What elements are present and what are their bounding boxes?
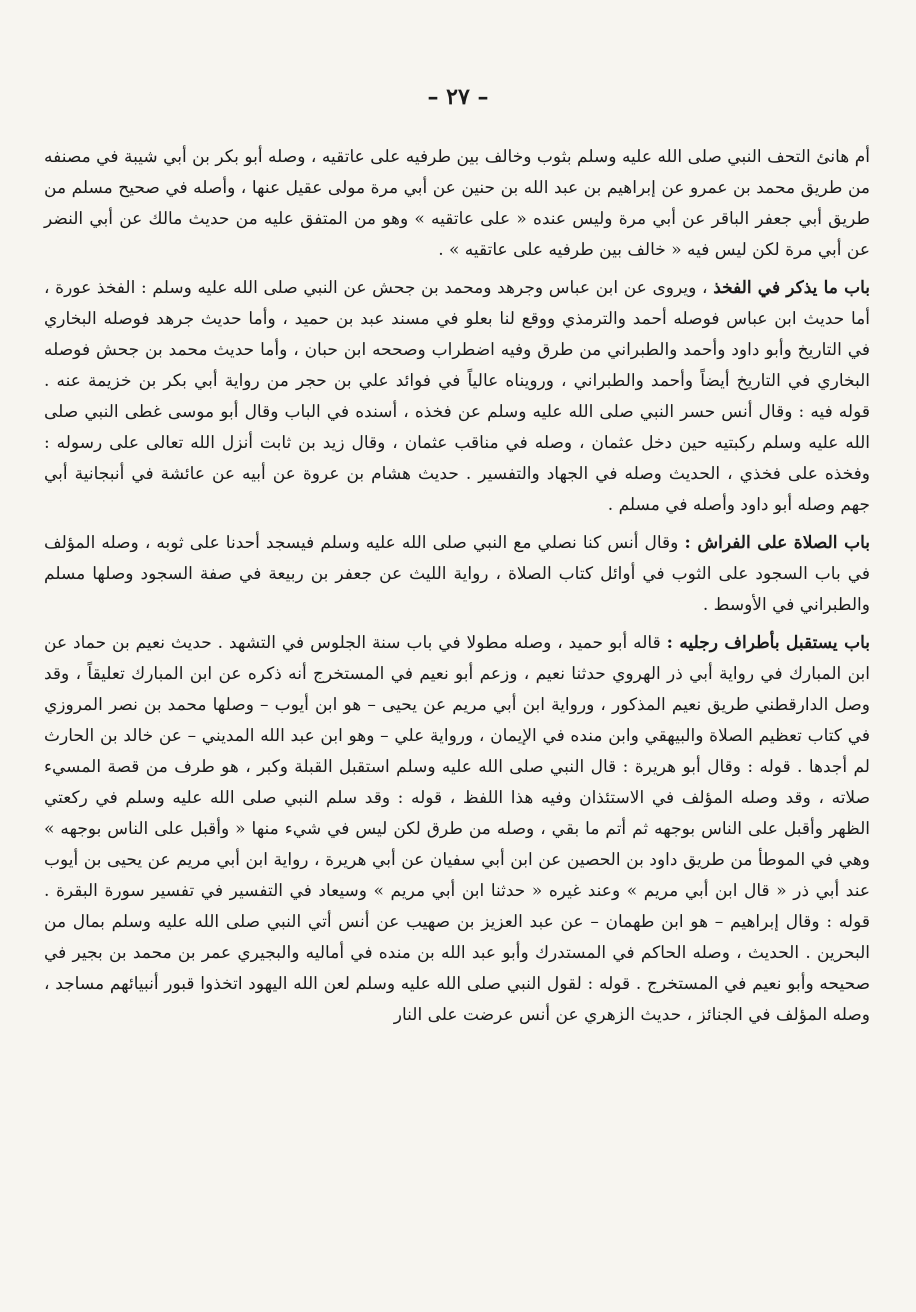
paragraph-text: أم هانئ التحف النبي صلى الله عليه وسلم بثوب وخالف بين طرفيه على عاتقيه ، وصله أبو بكر بن أبي شيبة في مصنفه من طريق محمد بن عمرو عن إبراهيم بن عبد الله بن حنين عن أبي مرة مولى عقيل عنها ، وأصله في صحيح مسلم من طريق أبي جعفر الباقر عن أبي مرة وليس عنده « على عاتقيه » وهو من المتفق عليه من حديث مالك عن أبي النضر عن أبي مرة لكن ليس فيه « خالف بين طرفيه على عاتقيه » . [44,147,870,260]
page-header: – ٢٧ – [427,84,489,110]
section-heading: باب ما يذكر في الفخذ [713,278,870,298]
paragraph-3 [44,528,870,621]
page-body [44,142,870,1038]
paragraph-1 [44,142,870,266]
paragraph-text: ، ويروى عن ابن عباس وجرهد ومحمد بن جحش عن النبي صلى الله عليه وسلم : الفخذ عورة ، أما حديث ابن عباس فوصله أحمد والترمذي ووقع لنا بعلو في مسند عبد بن حميد ، وأما حديث جرهد فوصله البخاري في التاريخ وأبو داود وأحمد والطبراني من طرق وفيه اضطراب وصححه ابن حبان ، وأما حديث محمد بن جحش فوصله البخاري في التاريخ أيضاً وأحمد والطبراني ، ورويناه عالياً في فوائد علي بن حجر من رواية أبي بكر بن خزيمة عنه . قوله فيه : وقال أنس حسر النبي صلى الله عليه وسلم عن فخذه ، أسنده في الباب وقال أبو موسى غطى النبي صلى الله عليه وسلم ركبتيه حين دخل عثمان ، وصله في مناقب عثمان ، وقال زيد بن ثابت أنزل الله تعالى على رسوله : وفخذه على فخذي ، الحديث وصله في الجهاد والتفسير . حديث هشام بن عروة عن أبيه عن عائشة في أنبجانية أبي جهم وصله أبو داود وأصله في مسلم . [44,278,870,515]
section-heading: باب يستقبل بأطراف رجليه : [666,633,870,653]
paragraph-text: قاله أبو حميد ، وصله مطولا في باب سنة الجلوس في التشهد . حديث نعيم بن حماد عن ابن المبارك في رواية أبي ذر الهروي حدثنا نعيم ، وزعم أبو نعيم في المستخرج أنه ذكره عن ابن المبارك تعليقاً ، وقد وصل الدارقطني طريق نعيم المذكور ، ورواية ابن أبي مريم عن يحيى – هو ابن أيوب – وصلها محمد بن نصر المروزي في كتاب تعظيم الصلاة والبيهقي وابن منده في الإيمان ، ورواية علي – وهو ابن عبد الله المديني – عن خالد بن الحارث لم أجدها . قوله : وقال أبو هريرة : قال النبي صلى الله عليه وسلم استقبل القبلة وكبر ، هو طرف من قصة المسيء صلاته ، وقد وصله المؤلف في الاستئذان وفيه هذا اللفظ ، قوله : وقد سلم النبي صلى الله عليه وسلم في ركعتي الظهر وأقبل على الناس بوجهه ثم أتم ما بقي ، وصله من طرق لكن ليس في شيء منها « وأقبل على الناس بوجهه » وهي في الموطأ من طريق داود بن الحصين عن ابن أبي سفيان عن أبي هريرة ، رواية ابن أبي مريم عن يحيى بن أيوب عند أبي ذر « قال ابن أبي مريم » وعند غيره « حدثنا ابن أبي مريم » وسيعاد في التفسير في تفسير سورة البقرة . قوله : وقال إبراهيم – هو ابن طهمان – عن عبد العزيز بن صهيب عن أنس أتي النبي صلى الله عليه وسلم بمال من البحرين . الحديث ، وصله الحاكم في المستدرك وأبو عبد الله بن منده في أماليه والبجيري عمر بن محمد بن بجير في صحيحه وأبو نعيم في المستخرج . قوله : لقول النبي صلى الله عليه وسلم لعن الله اليهود اتخذوا قبور أنبيائهم مساجد ، وصله المؤلف في الجنائز ، حديث الزهري عن أنس عرضت على النار [44,633,870,1025]
paragraph-4 [44,628,870,1031]
section-heading: باب الصلاة على الفراش : [684,533,871,553]
paragraph-text: وقال أنس كنا نصلي مع النبي صلى الله عليه وسلم فيسجد أحدنا على ثوبه ، وصله المؤلف في باب السجود على الثوب في أوائل كتاب الصلاة ، رواية الليث عن جعفر بن ربيعة في صفة السجود وصلها مسلم والطبراني في الأوسط . [44,533,870,615]
paragraph-2 [44,273,870,521]
